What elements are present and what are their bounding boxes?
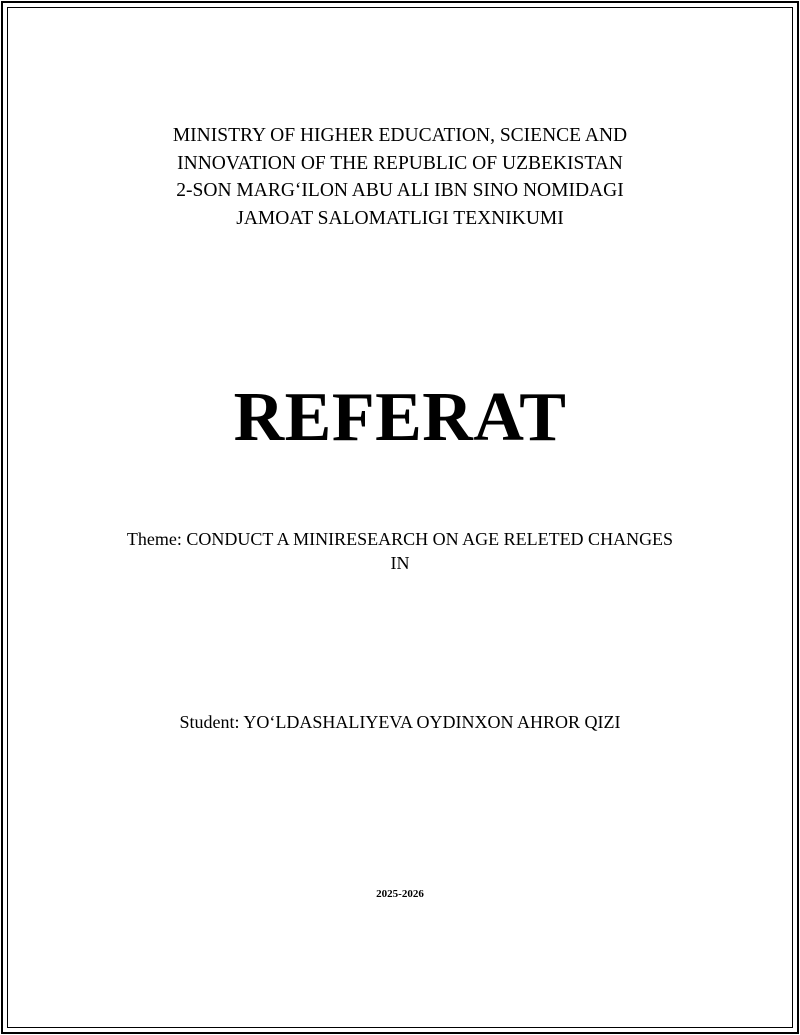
- theme-block: [0, 527, 800, 575]
- academic-year: 2025-2026: [376, 888, 424, 900]
- theme-line-1: Theme: CONDUCT A MINIRESEARCH ON AGE RELETED CHANGES: [126, 529, 674, 549]
- institution-header: [0, 122, 800, 232]
- document-title: REFERAT: [233, 379, 567, 456]
- header-line-2: INNOVATION OF THE REPUBLIC OF UZBEKISTAN: [177, 152, 623, 174]
- student-name: Student: YO‘LDASHALIYEVA OYDINXON AHROR QIZI: [179, 712, 621, 732]
- header-line-3: 2-SON MARG‘ILON ABU ALI IBN SINO NOMIDAGI: [176, 180, 624, 201]
- header-line-4: JAMOAT SALOMATLIGI TEXNIKUMI: [236, 207, 564, 229]
- header-line-1: MINISTRY OF HIGHER EDUCATION, SCIENCE AND: [172, 125, 628, 146]
- theme-line-2: IN: [390, 553, 410, 573]
